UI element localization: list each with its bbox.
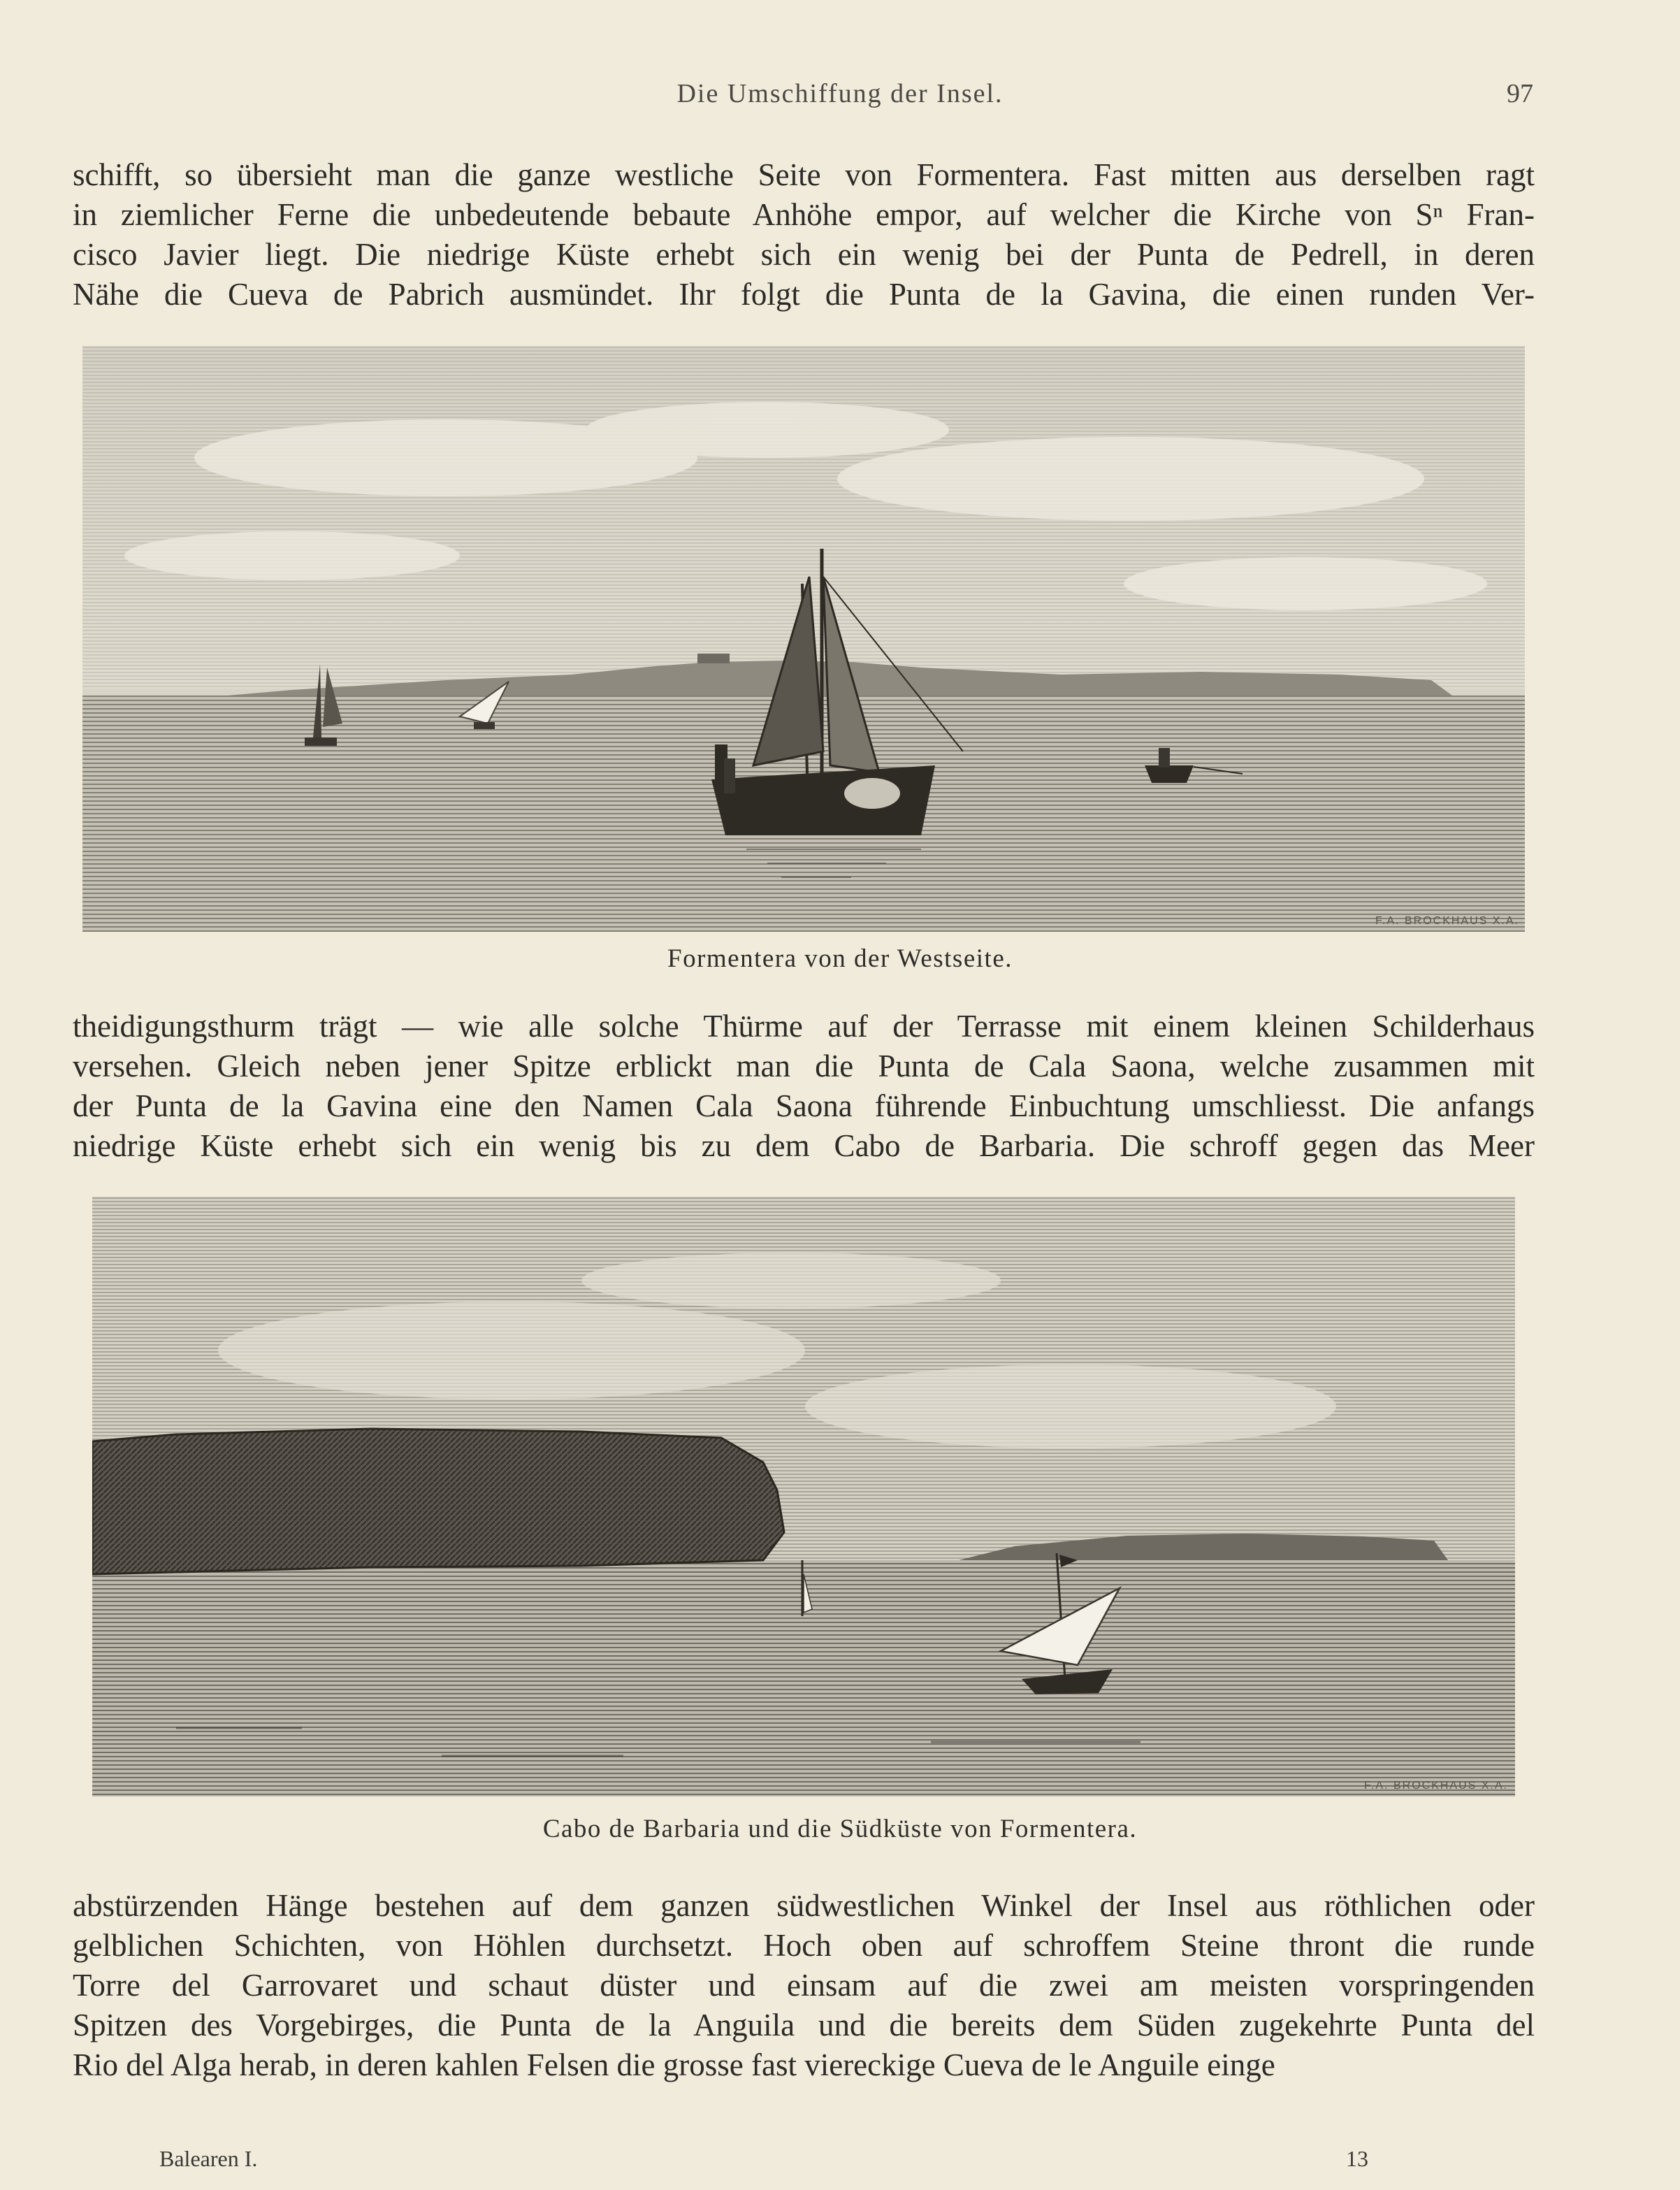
text-line: Torre del Garrovaret und schaut düster und einsam auf die zwei am meisten vorspringenden bbox=[73, 1968, 1535, 2003]
page-number: 97 bbox=[1507, 79, 1533, 108]
running-title: Die Umschiffung der Insel. bbox=[676, 79, 1004, 108]
paragraph-2 bbox=[73, 1007, 1535, 1166]
text-line: niedrige Küste erhebt sich ein wenig bis zu dem Cabo de Barbaria. Die schroff gegen das Meer bbox=[73, 1128, 1535, 1163]
text-line: cisco Javier liegt. Die niedrige Küste erhebt sich ein wenig bei der Punta de Pedrell, in deren bbox=[73, 237, 1535, 272]
text-line: Rio del Alga herab, in deren kahlen Felsen die grosse fast viereckige Cueva de le Anguile einge bbox=[73, 2047, 1275, 2082]
engraving-formentera-west bbox=[82, 346, 1525, 932]
engraving-cabo-de-barbaria bbox=[92, 1197, 1515, 1796]
text-line: abstürzenden Hänge bestehen auf dem ganzen südwestlichen Winkel der Insel aus röthlichen oder bbox=[73, 1888, 1535, 1923]
signature-mark: Balearen I. bbox=[159, 2146, 258, 2171]
engraver-signature: F.A. BROCKHAUS X.A. bbox=[1363, 1780, 1508, 1792]
text-line: in ziemlicher Ferne die unbedeutende bebaute Anhöhe empor, auf welcher die Kirche von Sⁿ Fran- bbox=[73, 197, 1535, 232]
paragraph-3 bbox=[73, 1886, 1535, 2085]
running-head bbox=[0, 78, 1680, 117]
engraving-cabo-de-barbaria-art bbox=[92, 1197, 1515, 1796]
sheet-number: 13 bbox=[1346, 2146, 1368, 2171]
engraving-formentera-west-art bbox=[82, 346, 1525, 932]
paragraph-1 bbox=[73, 155, 1535, 315]
figure-caption: Cabo de Barbaria und die Südküste von Formentera. bbox=[542, 1815, 1138, 1843]
text-line: theidigungsthurm trägt — wie alle solche Thürme auf der Terrasse mit einem kleinen Schilderhaus bbox=[73, 1009, 1535, 1044]
text-line: schifft, so übersieht man die ganze westliche Seite von Formentera. Fast mitten aus derselben ragt bbox=[73, 157, 1535, 192]
text-line: versehen. Gleich neben jener Spitze erblickt man die Punta de Cala Saona, welche zusammen mit bbox=[73, 1049, 1535, 1083]
text-line: Spitzen des Vorgebirges, die Punta de la Anguila und die bereits dem Süden zugekehrte Punta del bbox=[73, 2008, 1535, 2043]
text-line: gelblichen Schichten, von Höhlen durchsetzt. Hoch oben auf schroffem Steine thront die runde bbox=[73, 1928, 1535, 1963]
text-line: Nähe die Cueva de Pabrich ausmündet. Ihr folgt die Punta de la Gavina, die einen runden Ver- bbox=[73, 277, 1535, 312]
figure-caption: Formentera von der Westseite. bbox=[667, 944, 1013, 973]
engraver-signature: F.A. BROCKHAUS X.A. bbox=[1375, 915, 1519, 927]
text-line: der Punta de la Gavina eine den Namen Cala Saona führende Einbuchtung umschliesst. Die anfangs bbox=[73, 1088, 1535, 1123]
